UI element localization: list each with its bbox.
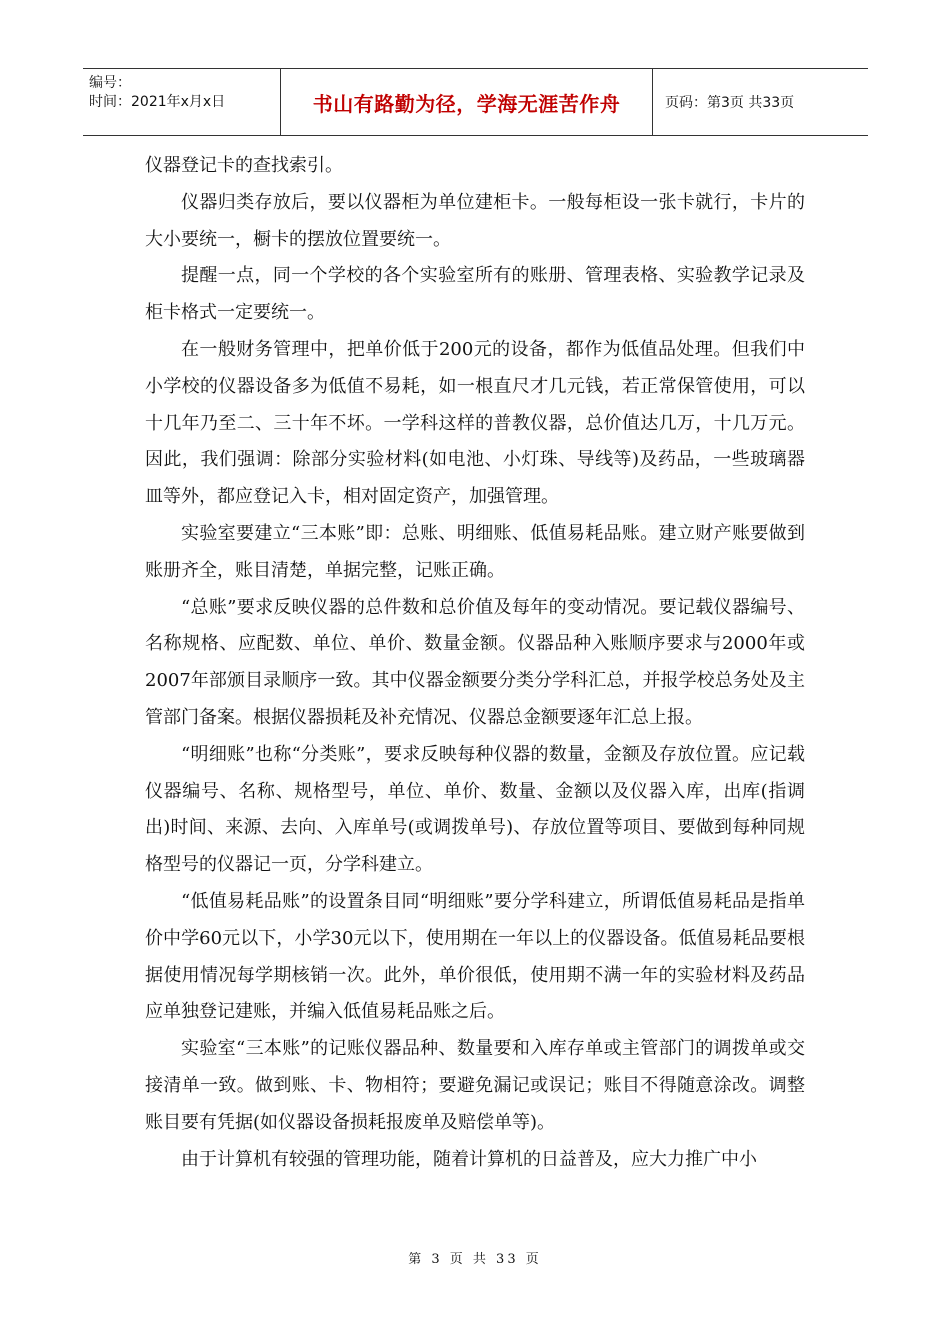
paragraph: 提醒一点，同一个学校的各个实验室所有的账册、管理表格、实验教学记录及柜卡格式一定要统一。 (145, 265, 805, 324)
header-motto: 书山有路勤为径，学海无涯苦作舟 (281, 69, 653, 135)
paragraph: 实验室要建立“三本账”即：总账、明细账、低值易耗品账。建立财产账要做到账册齐全，账目清楚，单据完整，记账正确。 (145, 522, 805, 581)
paragraph: 由于计算机有较强的管理功能，随着计算机的日益普及，应大力推广中小 (181, 1148, 757, 1170)
paragraph: “低值易耗品账”的设置条目同“明细账”要分学科建立，所谓低值易耗品是指单价中学60元以下，小学30元以下，使用期在一年以上的仪器设备。低值易耗品要根据使用情况每学期核销一次。此外，单价很低，使用期不满一年的实验材料及药品应单独登记建账，并编入低值易耗品账之后。 (145, 890, 805, 1023)
paragraph: 在一般财务管理中，把单价低于200元的设备，都作为低值品处理。但我们中小学校的仪器设备多为低值不易耗，如一根直尺才几元钱，若正常保管使用，可以十几年乃至二、三十年不坏。一学科这样的普教仪器，总价值达几万，十几万元。因此，我们强调：除部分实验材料(如电池、小灯珠、导线等)及药品，一些玻璃器皿等外，都应登记入卡，相对固定资产，加强管理。 (145, 338, 805, 508)
paragraph: 仪器归类存放后，要以仪器柜为单位建柜卡。一般每柜设一张卡就行，卡片的大小要统一，橱卡的摆放位置要统一。 (145, 191, 805, 250)
header-meta (83, 69, 281, 135)
paragraph: “总账”要求反映仪器的总件数和总价值及每年的变动情况。要记载仪器编号、名称规格、应配数、单位、单价、数量金额。仪器品种入账顺序要求与2000年或2007年部颁目录顺序一致。其中仪器金额要分类分学科汇总，并报学校总务处及主管部门备案。根据仪器损耗及补充情况、仪器总金额要逐年汇总上报。 (145, 596, 805, 728)
paragraph: “明细账”也称“分类账”，要求反映每种仪器的数量，金额及存放位置。应记载仪器编号、名称、规格型号，单位、单价、数量、金额以及仪器入库，出库(指调出)时间、来源、去向、入库单号(或调拨单号)、存放位置等项目、要做到每种同规格型号的仪器记一页，分学科建立。 (145, 743, 805, 876)
time-label: 时间：2021年x月x日 (89, 94, 226, 110)
number-label: 编号： (89, 75, 131, 91)
page-footer: 第 3 页 共 33 页 (408, 1252, 542, 1267)
header-page-info: 页码：第3页 共33页 (665, 95, 795, 111)
paragraph: 仪器登记卡的查找索引。 (145, 155, 343, 176)
paragraph: 实验室“三本账”的记账仪器品种、数量要和入库存单或主管部门的调拨单或交接清单一致。做到账、卡、物相符；要避免漏记或误记；账目不得随意涂改。调整账目要有凭据(如仪器设备损耗报废单及赔偿单等)。 (145, 1038, 805, 1133)
page-header (83, 68, 868, 136)
document-body (145, 148, 805, 1178)
